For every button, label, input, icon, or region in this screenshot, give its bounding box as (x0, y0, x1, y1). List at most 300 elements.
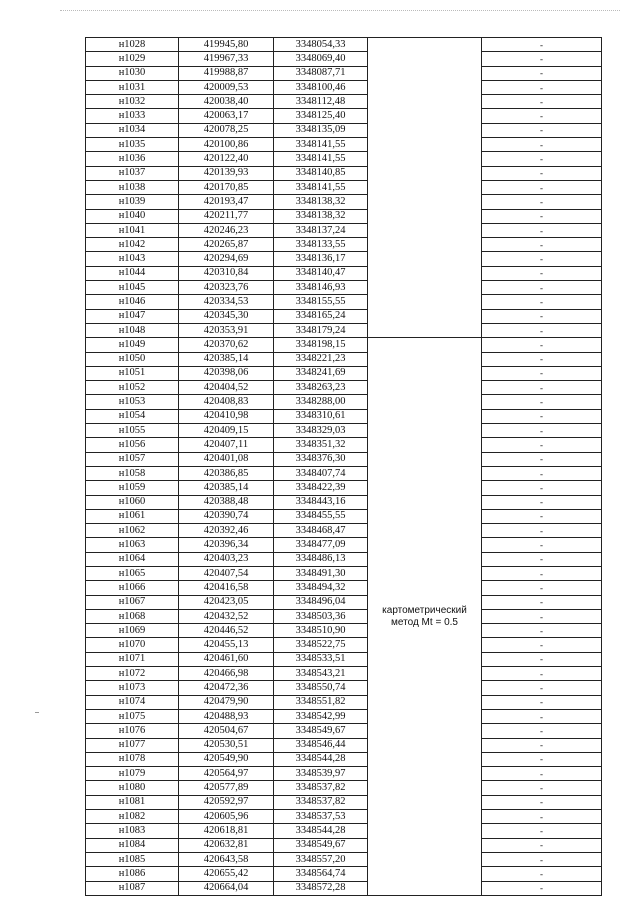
point-name-cell: н1028 (86, 38, 179, 52)
table-row (86, 838, 602, 852)
x-coordinate-cell: 419988,87 (179, 66, 274, 80)
x-coordinate-cell: 420246,23 (179, 223, 274, 237)
y-coordinate-cell: 3348468,47 (274, 524, 368, 538)
x-coordinate-cell: 420432,52 (179, 609, 274, 623)
y-coordinate-cell: 3348537,53 (274, 810, 368, 824)
point-name-cell: н1066 (86, 581, 179, 595)
table-row (86, 552, 602, 566)
x-coordinate-cell: 420446,52 (179, 624, 274, 638)
y-coordinate-cell: 3348140,47 (274, 266, 368, 280)
y-coordinate-cell: 3348135,09 (274, 123, 368, 137)
table-row (86, 495, 602, 509)
y-coordinate-cell: 3348329,03 (274, 424, 368, 438)
dash-cell: - (482, 881, 602, 895)
point-name-cell: н1039 (86, 195, 179, 209)
point-name-cell: н1061 (86, 509, 179, 523)
table-row (86, 138, 602, 152)
x-coordinate-cell: 420193,47 (179, 195, 274, 209)
y-coordinate-cell: 3348550,74 (274, 681, 368, 695)
table-row (86, 724, 602, 738)
dash-cell: - (482, 395, 602, 409)
point-name-cell: н1056 (86, 438, 179, 452)
point-name-cell: н1055 (86, 424, 179, 438)
x-coordinate-cell: 420549,90 (179, 752, 274, 766)
x-coordinate-cell: 420390,74 (179, 509, 274, 523)
x-coordinate-cell: 420605,96 (179, 810, 274, 824)
point-name-cell: н1032 (86, 95, 179, 109)
x-coordinate-cell: 420211,77 (179, 209, 274, 223)
x-coordinate-cell: 420655,42 (179, 867, 274, 881)
dash-cell: - (482, 424, 602, 438)
y-coordinate-cell: 3348477,09 (274, 538, 368, 552)
table-row (86, 52, 602, 66)
point-name-cell: н1067 (86, 595, 179, 609)
x-coordinate-cell: 420407,54 (179, 566, 274, 580)
table-row (86, 252, 602, 266)
y-coordinate-cell: 3348486,13 (274, 552, 368, 566)
table-row (86, 180, 602, 194)
y-coordinate-cell: 3348054,33 (274, 38, 368, 52)
x-coordinate-cell: 420310,84 (179, 266, 274, 280)
table-row (86, 281, 602, 295)
y-coordinate-cell: 3348125,40 (274, 109, 368, 123)
dash-cell: - (482, 338, 602, 352)
x-coordinate-cell: 420472,36 (179, 681, 274, 695)
dash-cell: - (482, 381, 602, 395)
y-coordinate-cell: 3348376,30 (274, 452, 368, 466)
table-row (86, 781, 602, 795)
table-row (86, 295, 602, 309)
dash-cell: - (482, 180, 602, 194)
y-coordinate-cell: 3348241,69 (274, 366, 368, 380)
y-coordinate-cell: 3348546,44 (274, 738, 368, 752)
dash-cell: - (482, 195, 602, 209)
table-row (86, 667, 602, 681)
y-coordinate-cell: 3348351,32 (274, 438, 368, 452)
table-row (86, 452, 602, 466)
point-name-cell: н1048 (86, 323, 179, 337)
y-coordinate-cell: 3348136,17 (274, 252, 368, 266)
y-coordinate-cell: 3348503,36 (274, 609, 368, 623)
x-coordinate-cell: 420392,46 (179, 524, 274, 538)
y-coordinate-cell: 3348141,55 (274, 138, 368, 152)
table-row (86, 538, 602, 552)
point-name-cell: н1070 (86, 638, 179, 652)
y-coordinate-cell: 3348537,82 (274, 781, 368, 795)
point-name-cell: н1087 (86, 881, 179, 895)
y-coordinate-cell: 3348407,74 (274, 466, 368, 480)
point-name-cell: н1073 (86, 681, 179, 695)
point-name-cell: н1058 (86, 466, 179, 480)
y-coordinate-cell: 3348133,55 (274, 238, 368, 252)
y-coordinate-cell: 3348112,48 (274, 95, 368, 109)
point-name-cell: н1046 (86, 295, 179, 309)
dash-cell: - (482, 366, 602, 380)
dash-cell: - (482, 95, 602, 109)
x-coordinate-cell: 420407,11 (179, 438, 274, 452)
point-name-cell: н1077 (86, 738, 179, 752)
x-coordinate-cell: 420265,87 (179, 238, 274, 252)
y-coordinate-cell: 3348549,67 (274, 838, 368, 852)
dash-cell: - (482, 38, 602, 52)
point-name-cell: н1081 (86, 795, 179, 809)
y-coordinate-cell: 3348137,24 (274, 223, 368, 237)
dash-cell: - (482, 252, 602, 266)
point-name-cell: н1054 (86, 409, 179, 423)
point-name-cell: н1085 (86, 852, 179, 866)
dash-cell: - (482, 52, 602, 66)
x-coordinate-cell: 420353,91 (179, 323, 274, 337)
point-name-cell: н1084 (86, 838, 179, 852)
x-coordinate-cell: 420461,60 (179, 652, 274, 666)
dash-cell: - (482, 223, 602, 237)
point-name-cell: н1074 (86, 695, 179, 709)
dash-cell: - (482, 810, 602, 824)
x-coordinate-cell: 420404,52 (179, 381, 274, 395)
table-row (86, 524, 602, 538)
x-coordinate-cell: 420488,93 (179, 709, 274, 723)
scan-artifact (35, 712, 39, 713)
table-row (86, 38, 602, 52)
table-row (86, 881, 602, 895)
x-coordinate-cell: 420122,40 (179, 152, 274, 166)
dash-cell: - (482, 323, 602, 337)
coordinates-table-body (86, 38, 602, 896)
x-coordinate-cell: 420388,48 (179, 495, 274, 509)
y-coordinate-cell: 3348544,28 (274, 752, 368, 766)
table-row (86, 238, 602, 252)
dash-cell: - (482, 752, 602, 766)
dash-cell: - (482, 738, 602, 752)
table-row (86, 824, 602, 838)
table-row (86, 738, 602, 752)
x-coordinate-cell: 420396,34 (179, 538, 274, 552)
point-name-cell: н1040 (86, 209, 179, 223)
x-coordinate-cell: 420632,81 (179, 838, 274, 852)
y-coordinate-cell: 3348155,55 (274, 295, 368, 309)
table-row (86, 867, 602, 881)
dash-cell: - (482, 80, 602, 94)
dash-cell: - (482, 695, 602, 709)
point-name-cell: н1076 (86, 724, 179, 738)
y-coordinate-cell: 3348549,67 (274, 724, 368, 738)
point-name-cell: н1068 (86, 609, 179, 623)
dash-cell: - (482, 524, 602, 538)
x-coordinate-cell: 420466,98 (179, 667, 274, 681)
point-name-cell: н1050 (86, 352, 179, 366)
x-coordinate-cell: 420416,58 (179, 581, 274, 595)
point-name-cell: н1044 (86, 266, 179, 280)
point-name-cell: н1029 (86, 52, 179, 66)
table-row (86, 424, 602, 438)
method-name: картометрический (382, 604, 467, 616)
dash-cell: - (482, 595, 602, 609)
table-row (86, 509, 602, 523)
x-coordinate-cell: 420643,58 (179, 852, 274, 866)
point-name-cell: н1053 (86, 395, 179, 409)
y-coordinate-cell: 3348542,99 (274, 709, 368, 723)
y-coordinate-cell: 3348510,90 (274, 624, 368, 638)
dash-cell: - (482, 152, 602, 166)
point-name-cell: н1082 (86, 810, 179, 824)
point-name-cell: н1035 (86, 138, 179, 152)
x-coordinate-cell: 420170,85 (179, 180, 274, 194)
point-name-cell: н1047 (86, 309, 179, 323)
y-coordinate-cell: 3348564,74 (274, 867, 368, 881)
scan-top-edge (60, 10, 620, 11)
table-row (86, 810, 602, 824)
x-coordinate-cell: 420530,51 (179, 738, 274, 752)
x-coordinate-cell: 420398,06 (179, 366, 274, 380)
table-row (86, 309, 602, 323)
point-name-cell: н1042 (86, 238, 179, 252)
x-coordinate-cell: 420370,62 (179, 338, 274, 352)
dash-cell: - (482, 166, 602, 180)
point-name-cell: н1049 (86, 338, 179, 352)
table-row (86, 209, 602, 223)
dash-cell: - (482, 667, 602, 681)
x-coordinate-cell: 420009,53 (179, 80, 274, 94)
x-coordinate-cell: 420410,98 (179, 409, 274, 423)
method-accuracy: метод Mt = 0.5 (391, 616, 458, 628)
dash-cell: - (482, 767, 602, 781)
y-coordinate-cell: 3348543,21 (274, 667, 368, 681)
dash-cell: - (482, 566, 602, 580)
x-coordinate-cell: 419945,80 (179, 38, 274, 52)
y-coordinate-cell: 3348288,00 (274, 395, 368, 409)
table-row (86, 409, 602, 423)
dash-cell: - (482, 781, 602, 795)
x-coordinate-cell: 420592,97 (179, 795, 274, 809)
y-coordinate-cell: 3348263,23 (274, 381, 368, 395)
table-row (86, 752, 602, 766)
dash-cell: - (482, 795, 602, 809)
y-coordinate-cell: 3348138,32 (274, 209, 368, 223)
table-row (86, 266, 602, 280)
dash-cell: - (482, 452, 602, 466)
table-row (86, 581, 602, 595)
table-row (86, 338, 602, 352)
point-name-cell: н1062 (86, 524, 179, 538)
point-name-cell: н1038 (86, 180, 179, 194)
table-row (86, 595, 602, 609)
dash-cell: - (482, 838, 602, 852)
dash-cell: - (482, 681, 602, 695)
y-coordinate-cell: 3348572,28 (274, 881, 368, 895)
table-row (86, 123, 602, 137)
table-row (86, 352, 602, 366)
point-name-cell: н1033 (86, 109, 179, 123)
x-coordinate-cell: 420564,97 (179, 767, 274, 781)
point-name-cell: н1034 (86, 123, 179, 137)
x-coordinate-cell: 420577,89 (179, 781, 274, 795)
y-coordinate-cell: 3348198,15 (274, 338, 368, 352)
x-coordinate-cell: 420408,83 (179, 395, 274, 409)
table-row (86, 852, 602, 866)
x-coordinate-cell: 420455,13 (179, 638, 274, 652)
table-row (86, 795, 602, 809)
point-name-cell: н1052 (86, 381, 179, 395)
point-name-cell: н1064 (86, 552, 179, 566)
table-row (86, 366, 602, 380)
table-row (86, 767, 602, 781)
dash-cell: - (482, 852, 602, 866)
table-row (86, 66, 602, 80)
coordinates-table (85, 37, 602, 896)
x-coordinate-cell: 420038,40 (179, 95, 274, 109)
point-name-cell: н1079 (86, 767, 179, 781)
x-coordinate-cell: 420504,67 (179, 724, 274, 738)
y-coordinate-cell: 3348179,24 (274, 323, 368, 337)
table-row (86, 681, 602, 695)
table-row (86, 323, 602, 337)
x-coordinate-cell: 420401,08 (179, 452, 274, 466)
y-coordinate-cell: 3348537,82 (274, 795, 368, 809)
dash-cell: - (482, 295, 602, 309)
dash-cell: - (482, 481, 602, 495)
dash-cell: - (482, 352, 602, 366)
table-row (86, 638, 602, 652)
x-coordinate-cell: 420345,30 (179, 309, 274, 323)
dash-cell: - (482, 266, 602, 280)
y-coordinate-cell: 3348551,82 (274, 695, 368, 709)
dash-cell: - (482, 509, 602, 523)
dash-cell: - (482, 552, 602, 566)
point-name-cell: н1051 (86, 366, 179, 380)
point-name-cell: н1037 (86, 166, 179, 180)
y-coordinate-cell: 3348146,93 (274, 281, 368, 295)
table-row (86, 481, 602, 495)
x-coordinate-cell: 419967,33 (179, 52, 274, 66)
y-coordinate-cell: 3348310,61 (274, 409, 368, 423)
table-row (86, 95, 602, 109)
x-coordinate-cell: 420323,76 (179, 281, 274, 295)
x-coordinate-cell: 420385,14 (179, 352, 274, 366)
dash-cell: - (482, 138, 602, 152)
dash-cell: - (482, 495, 602, 509)
table-row (86, 566, 602, 580)
point-name-cell: н1071 (86, 652, 179, 666)
table-row (86, 624, 602, 638)
y-coordinate-cell: 3348494,32 (274, 581, 368, 595)
y-coordinate-cell: 3348138,32 (274, 195, 368, 209)
point-name-cell: н1065 (86, 566, 179, 580)
point-name-cell: н1072 (86, 667, 179, 681)
y-coordinate-cell: 3348141,55 (274, 180, 368, 194)
dash-cell: - (482, 466, 602, 480)
point-name-cell: н1075 (86, 709, 179, 723)
point-name-cell: н1083 (86, 824, 179, 838)
y-coordinate-cell: 3348522,75 (274, 638, 368, 652)
dash-cell: - (482, 438, 602, 452)
x-coordinate-cell: 420078,25 (179, 123, 274, 137)
y-coordinate-cell: 3348069,40 (274, 52, 368, 66)
x-coordinate-cell: 420479,90 (179, 695, 274, 709)
method-cell (368, 338, 482, 896)
dash-cell: - (482, 624, 602, 638)
dash-cell: - (482, 109, 602, 123)
x-coordinate-cell: 420063,17 (179, 109, 274, 123)
y-coordinate-cell: 3348422,39 (274, 481, 368, 495)
dash-cell: - (482, 281, 602, 295)
point-name-cell: н1060 (86, 495, 179, 509)
dash-cell: - (482, 824, 602, 838)
y-coordinate-cell: 3348455,55 (274, 509, 368, 523)
y-coordinate-cell: 3348165,24 (274, 309, 368, 323)
y-coordinate-cell: 3348496,04 (274, 595, 368, 609)
y-coordinate-cell: 3348557,20 (274, 852, 368, 866)
table-row (86, 395, 602, 409)
y-coordinate-cell: 3348533,51 (274, 652, 368, 666)
x-coordinate-cell: 420386,85 (179, 466, 274, 480)
table-row (86, 709, 602, 723)
table-row (86, 195, 602, 209)
dash-cell: - (482, 238, 602, 252)
table-row (86, 695, 602, 709)
y-coordinate-cell: 3348491,30 (274, 566, 368, 580)
dash-cell: - (482, 652, 602, 666)
dash-cell: - (482, 581, 602, 595)
dash-cell: - (482, 123, 602, 137)
y-coordinate-cell: 3348140,85 (274, 166, 368, 180)
point-name-cell: н1045 (86, 281, 179, 295)
point-name-cell: н1063 (86, 538, 179, 552)
y-coordinate-cell: 3348141,55 (274, 152, 368, 166)
x-coordinate-cell: 420423,05 (179, 595, 274, 609)
x-coordinate-cell: 420139,93 (179, 166, 274, 180)
point-name-cell: н1078 (86, 752, 179, 766)
dash-cell: - (482, 638, 602, 652)
y-coordinate-cell: 3348221,23 (274, 352, 368, 366)
x-coordinate-cell: 420403,23 (179, 552, 274, 566)
dash-cell: - (482, 867, 602, 881)
x-coordinate-cell: 420409,15 (179, 424, 274, 438)
dash-cell: - (482, 209, 602, 223)
dash-cell: - (482, 724, 602, 738)
point-name-cell: н1086 (86, 867, 179, 881)
point-name-cell: н1043 (86, 252, 179, 266)
y-coordinate-cell: 3348544,28 (274, 824, 368, 838)
table-row (86, 152, 602, 166)
point-name-cell: н1041 (86, 223, 179, 237)
dash-cell: - (482, 309, 602, 323)
dash-cell: - (482, 709, 602, 723)
dash-cell: - (482, 538, 602, 552)
point-name-cell: н1057 (86, 452, 179, 466)
method-cell-empty (368, 38, 482, 338)
y-coordinate-cell: 3348087,71 (274, 66, 368, 80)
point-name-cell: н1030 (86, 66, 179, 80)
point-name-cell: н1069 (86, 624, 179, 638)
point-name-cell: н1031 (86, 80, 179, 94)
x-coordinate-cell: 420294,69 (179, 252, 274, 266)
x-coordinate-cell: 420664,04 (179, 881, 274, 895)
x-coordinate-cell: 420100,86 (179, 138, 274, 152)
dash-cell: - (482, 66, 602, 80)
point-name-cell: н1036 (86, 152, 179, 166)
dash-cell: - (482, 609, 602, 623)
y-coordinate-cell: 3348539,97 (274, 767, 368, 781)
table-row (86, 166, 602, 180)
table-row (86, 381, 602, 395)
table-row (86, 438, 602, 452)
table-row (86, 223, 602, 237)
x-coordinate-cell: 420334,53 (179, 295, 274, 309)
table-row (86, 609, 602, 623)
table-row (86, 109, 602, 123)
point-name-cell: н1059 (86, 481, 179, 495)
x-coordinate-cell: 420385,14 (179, 481, 274, 495)
